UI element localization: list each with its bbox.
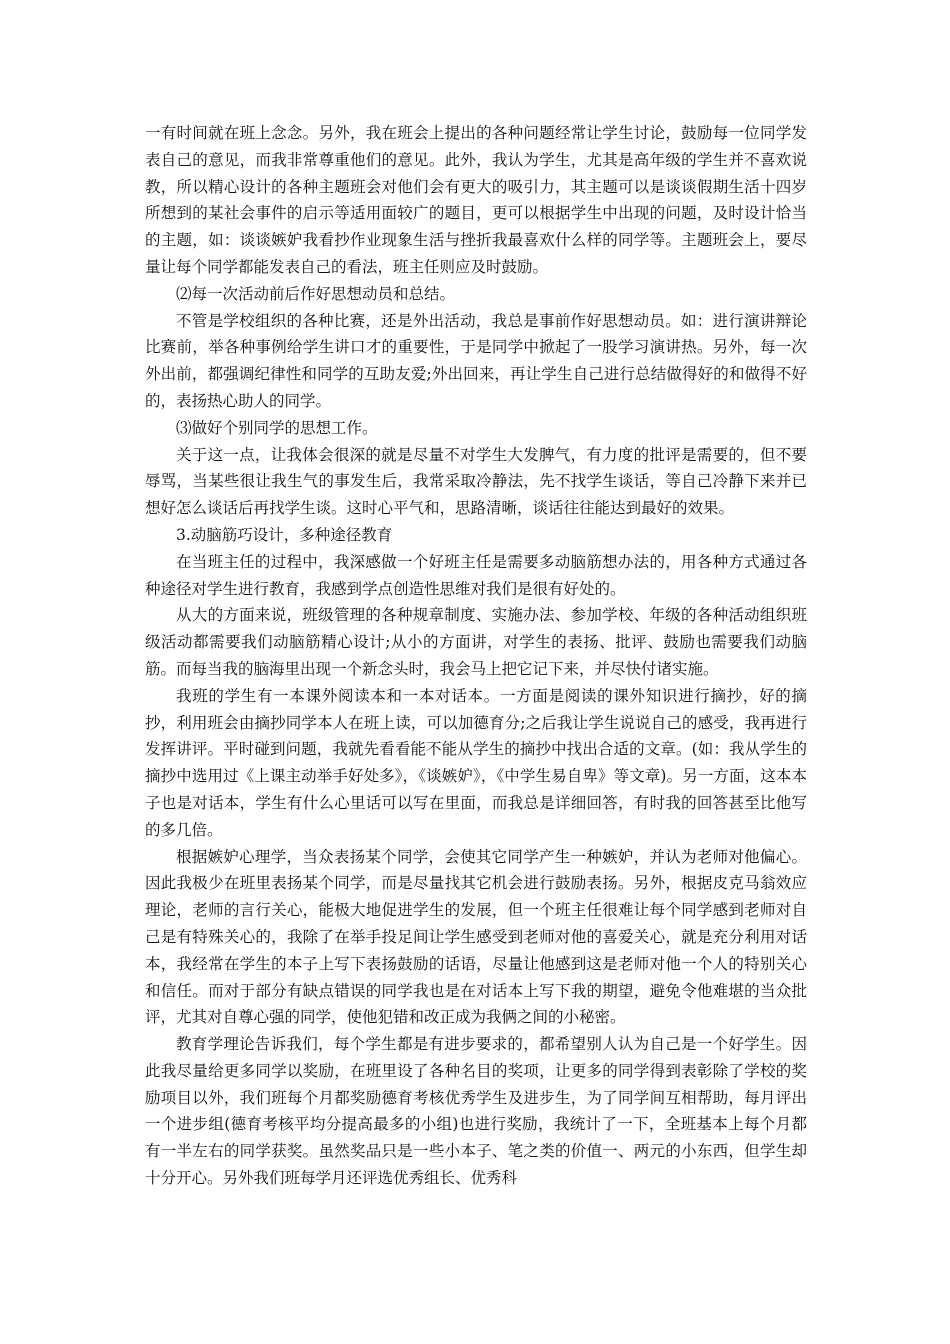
paragraph: 从大的方面来说，班级管理的各种规章制度、实施办法、参加学校、年级的各种活动组织班级活动都需要我们动脑筋精心设计;从小的方面讲，对学生的表扬、批评、鼓励也需要我们动脑筋。而每当我的脑海里出现一个新念头时，我会马上把它记下来，并尽快付诸实施。 xyxy=(145,606,807,678)
paragraph: 一有时间就在班上念念。另外，我在班会上提出的各种问题经常让学生讨论，鼓励每一位同学发表自己的意见，而我非常尊重他们的意见。此外，我认为学生，尤其是高年级的学生并不喜欢说教，所以精心设计的各种主题班会对他们会有更大的吸引力，其主题可以是谈谈假期生活十四岁所想到的某社会事件的启示等适用面较广的题目，更可以根据学生中出现的问题，及时设计恰当的主题，如：谈谈嫉妒我看抄作业现象生活与挫折我最喜欢什么样的同学等。主题班会上，要尽量让每个同学都能发表自己的看法，班主任则应及时鼓励。 xyxy=(145,124,807,276)
paragraph-heading: ⑶做好个别同学的思想工作。 xyxy=(176,418,378,437)
paragraph: 在当班主任的过程中，我深感做一个好班主任是需要多动脑筋想办法的，用各种方式通过各种途径对学生进行教育，我感到学点创造性思维对我们是很有好处的。 xyxy=(145,552,807,598)
paragraph: 教育学理论告诉我们，每个学生都是有进步要求的，都希望别人认为自己是一个好学生。因此我尽量给更多同学以奖励，在班里设了各种名目的奖项，让更多的同学得到表彰除了学校的奖励项目以外，我们班每个月都奖励德育考核优秀学生及进步生，为了同学间互相帮助，每月评出一个进步组(德育考核平均分提高最多的小组)也进行奖励，我统计了一下，全班基本上每个月都有一半左右的同学获奖。虽然奖品只是一些小本子、笔之类的价值一、两元的小东西，但学生却十分开心。另外我们班每学月还评选优秀组长、优秀科 xyxy=(145,1035,807,1188)
paragraph: 我班的学生有一本课外阅读本和一本对话本。一方面是阅读的课外知识进行摘抄，好的摘抄，利用班会由摘抄同学本人在班上读，可以加德育分;之后我让学生说说自己的感受，我再进行发挥讲评。平时碰到问题，我就先看看能不能从学生的摘抄中找出合适的文章。(如：我从学生的摘抄中选用过《上课主动举手好处多》，《谈嫉妒》，《中学生易自卑》等文章)。另一方面，这本本子也是对话本，学生有什么心里话可以写在里面，而我总是详细回答，有时我的回答甚至比他写的多几倍。 xyxy=(145,686,807,839)
paragraph-heading: ⑵每一次活动前后作好思想动员和总结。 xyxy=(176,284,456,303)
body-text xyxy=(145,120,807,1192)
section-heading: 3.动脑筋巧设计，多种途径教育 xyxy=(176,525,393,544)
paragraph: 关于这一点，让我体会很深的就是尽量不对学生大发脾气，有力度的批评是需要的，但不要辱骂，当某些很让我生气的事发生后，我常采取冷静法，先不找学生谈话，等自己冷静下来并已想好怎么谈话后再找学生谈。这时心平气和，思路清晰，谈话往往能达到最好的效果。 xyxy=(145,445,807,518)
paragraph: 根据嫉妒心理学，当众表扬某个同学，会使其它同学产生一种嫉妒，并认为老师对他偏心。因此我极少在班里表扬某个同学，而是尽量找其它机会进行鼓励表扬。另外，根据皮克马翁效应理论，老师的言行关心，能极大地促进学生的发展，但一个班主任很难让每个同学感到老师对自己是有特殊关心的，我除了在举手投足间让学生感受到老师对他的喜爱关心，就是充分利用对话本，我经常在学生的本子上写下表扬鼓励的话语，尽量让他感到这是老师对他一个人的特别关心和信任。而对于部分有缺点错误的同学我也是在对话本上写下我的期望，避免令他难堪的当众批评，尤其对自尊心强的同学，使他犯错和改正成为我俩之间的小秘密。 xyxy=(145,847,807,1027)
paragraph: 不管是学校组织的各种比赛，还是外出活动，我总是事前作好思想动员。如：进行演讲辩论比赛前，举各种事例给学生讲口才的重要性，于是同学中掀起了一股学习演讲热。另外，每一次外出前，都强调纪律性和同学的互助友爱;外出回来，再让学生自己进行总结做得好的和做得不好的，表扬热心助人的同学。 xyxy=(145,311,807,410)
